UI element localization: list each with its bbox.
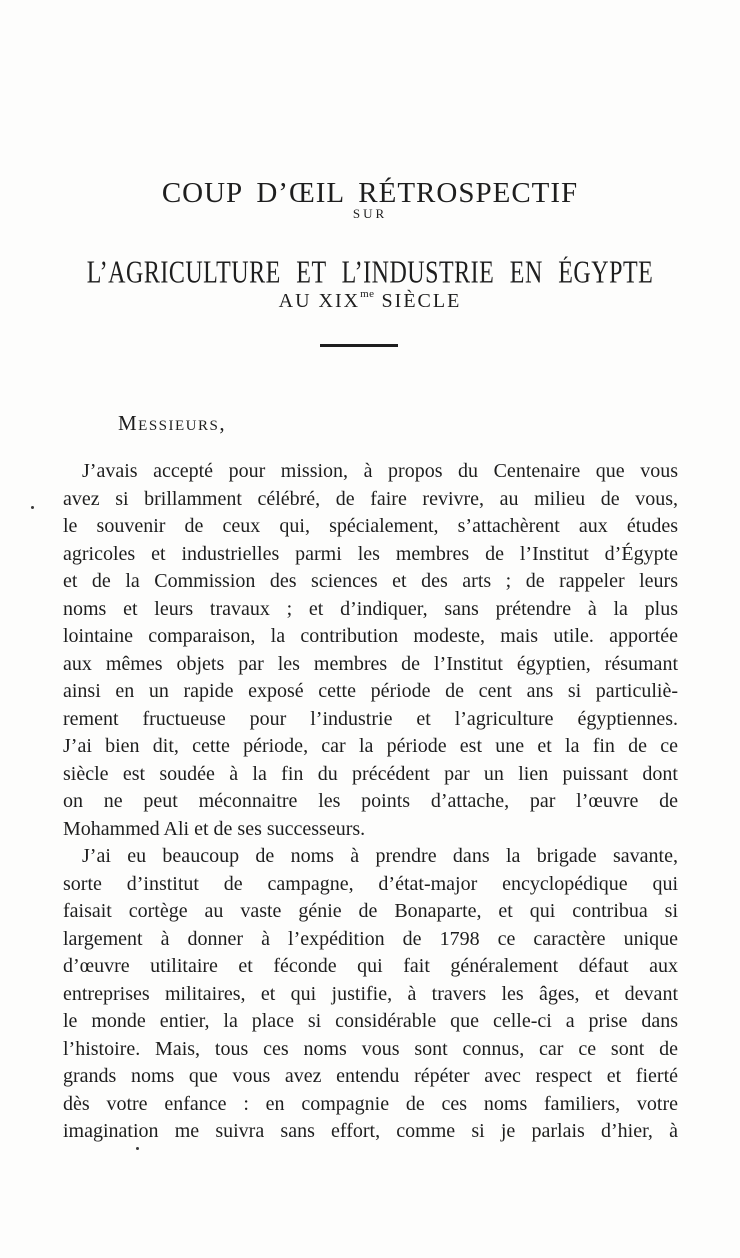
text-line: agricoles et industrielles parmi les membres de l’Institut d’Égypte — [63, 542, 678, 565]
text-line: on ne peut méconnaitre les points d’attache, par l’œuvre de — [63, 790, 678, 812]
divider-rule — [320, 344, 398, 347]
text-line: J’ai eu beaucoup de noms à prendre dans la brigade savante, — [82, 845, 678, 867]
salutation: Messieurs, — [118, 411, 227, 435]
body-text — [63, 458, 678, 1146]
page-title-sur: SUR — [352, 206, 388, 221]
text-line: dès votre enfance : en compagnie de ces noms familiers, votre — [63, 1092, 678, 1115]
text-line: J’ai bien dit, cette période, car la période est une et la fin de ce — [63, 735, 678, 757]
page-title-line1: COUP D’ŒIL RÉTROSPECTIF — [161, 177, 579, 210]
text-line: Mohammed Ali et de ses successeurs. — [63, 817, 366, 840]
text-line: le souvenir de ceux qui, spécialement, s’attachèrent aux études — [63, 515, 678, 537]
text-line: noms et leurs travaux ; et d’indiquer, sans prétendre à la plus — [63, 597, 678, 620]
text-line: l’histoire. Mais, tous ces noms vous sont connus, car ce sont de — [63, 1037, 678, 1060]
text-line: ainsi en un rapide exposé cette période de cent ans si particuliè- — [63, 680, 678, 702]
page-subtitle — [0, 289, 740, 313]
text-line: imagination me suivra sans effort, comme si je parlais d’hier, à — [63, 1120, 678, 1142]
subtitle-prefix: AU XIX — [278, 290, 361, 312]
text-line: aux mêmes objets par les membres de l’Institut égyptien, résumant — [63, 652, 678, 675]
ink-speck-left-margin — [31, 506, 34, 509]
text-line: et de la Commission des sciences et des arts ; de rappeler leurs — [63, 570, 678, 592]
text-line: largement à donner à l’expédition de 1798 ce caractère unique — [63, 927, 678, 950]
subtitle-superscript: me — [360, 288, 375, 300]
subtitle-suffix: SIÈCLE — [381, 290, 462, 312]
text-line: rement fructueuse pour l’industrie et l’agriculture égyptiennes. — [63, 707, 678, 730]
text-line: faisait cortège au vaste génie de Bonaparte, et qui contribua si — [63, 900, 678, 922]
text-line: lointaine comparaison, la contribution modeste, mais utile. apportée — [63, 625, 678, 647]
ink-speck-bottom — [136, 1147, 139, 1150]
text-line: J’avais accepté pour mission, à propos du Centenaire que vous — [82, 460, 678, 482]
text-line: le monde entier, la place si considérable que celle-ci a prise dans — [63, 1010, 678, 1032]
text-line: sorte d’institut de campagne, d’état-major encyclopédique qui — [63, 872, 678, 895]
text-line: entreprises militaires, et qui justifie, à travers les âges, et devant — [63, 982, 678, 1005]
text-line: grands noms que vous avez entendu répéter avec respect et fierté — [63, 1065, 678, 1087]
page-title-line2: L’AGRICULTURE ET L’INDUSTRIE EN ÉGYPTE — [86, 256, 654, 291]
text-line: siècle est soudée à la fin du précédent par un lien puissant dont — [63, 762, 678, 785]
text-line: d’œuvre utilitaire et féconde qui fait généralement défaut aux — [63, 955, 678, 977]
text-line: avez si brillamment célébré, de faire revivre, au milieu de vous, — [63, 487, 678, 510]
